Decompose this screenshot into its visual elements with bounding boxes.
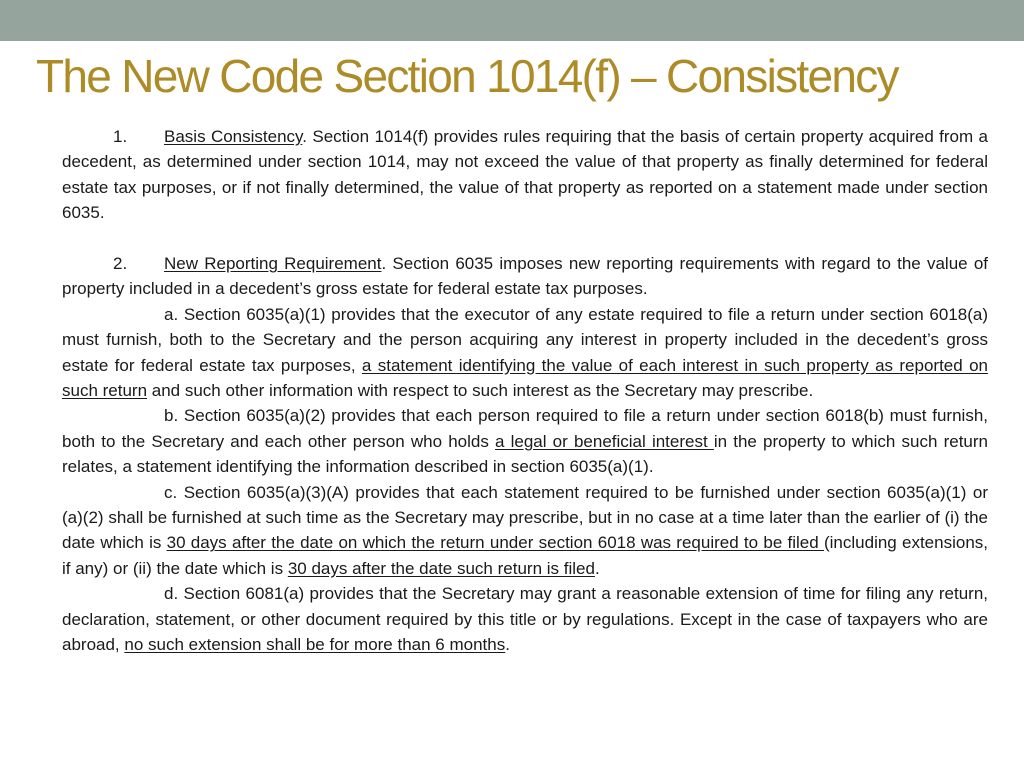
- heading-basis-consistency: Basis Consistency: [164, 127, 303, 146]
- subparagraph-b: [62, 403, 988, 479]
- top-accent-bar: [0, 0, 1024, 41]
- paragraph-text: Section 6035 imposes new reporting requirements with regard to the value of property included in a decedent’s gross estate for federal estate tax purposes.: [62, 254, 988, 299]
- subparagraph-a: [62, 302, 988, 404]
- underlined-text: no such extension shall be for more than 6 months: [124, 635, 506, 655]
- paragraph-basis-consistency: [62, 124, 988, 226]
- slide-title: The New Code Section 1014(f) – Consistency: [36, 50, 898, 102]
- subparagraph-text: .: [594, 558, 600, 578]
- subparagraph-text: (including extensions, if any) or (ii) the date which is: [62, 533, 989, 578]
- item-number: 1.: [113, 127, 128, 146]
- paragraph-text: Section 1014(f) provides rules requiring that the basis of certain property acquired from a decedent, as determined under section 1014, may not exceed the value of that property as finally determined for federal estate tax purposes, or if not finally determined, the value of that property as reported on a statement made under section 6035.: [62, 127, 988, 223]
- paragraph-gap: [62, 226, 988, 251]
- underlined-text: 30 days after the date such return is filed: [287, 558, 595, 578]
- underlined-text: 30 days after the date on which the return under section 6018 was required to be filed: [166, 533, 824, 553]
- underlined-text: a legal or beneficial interest: [495, 431, 714, 451]
- heading-punct: .: [302, 127, 308, 146]
- subparagraph-text: d. Section 6081(a) provides that the Secretary may grant a reasonable extension of time for filing any return, declaration, statement, or other document required by this title or by regulations. Except in the case of taxpayers who are abroad,: [62, 584, 988, 655]
- heading-new-reporting: New Reporting Requirement: [164, 254, 382, 274]
- subparagraph-text: in the property to which such return relates, a statement identifying the information described in section 6035(a)(1).: [62, 431, 988, 477]
- item-number: 2.: [113, 254, 128, 274]
- subparagraph-text: b. Section 6035(a)(2) provides that each person required to file a return under section 6018(b) must furnish, both to the Secretary and each other person who holds: [62, 406, 988, 451]
- subparagraph-d: [62, 581, 988, 657]
- underlined-text: a statement identifying the value of each interest in such property as reported on such return: [62, 355, 988, 401]
- subparagraph-text: c. Section 6035(a)(3)(A) provides that each statement required to be furnished under section 6035(a)(1) or (a)(2) shall be furnished at such time as the Secretary may prescribe, but in no case at a time later than the earlier of (i) the date which is: [62, 482, 988, 553]
- subparagraph-text: a. Section 6035(a)(1) provides that the executor of any estate required to file a return under section 6018(a) must furnish, both to the Secretary and the person acquiring any interest in property included in the decedent’s gross estate for federal estate tax purposes,: [62, 304, 988, 375]
- subparagraph-c: [62, 480, 988, 582]
- heading-punct: .: [381, 254, 387, 274]
- paragraph-new-reporting: [62, 251, 988, 302]
- slide-body: [62, 124, 988, 658]
- subparagraph-text: and such other information with respect to such interest as the Secretary may prescribe.: [147, 381, 814, 401]
- subparagraph-text: .: [505, 635, 510, 655]
